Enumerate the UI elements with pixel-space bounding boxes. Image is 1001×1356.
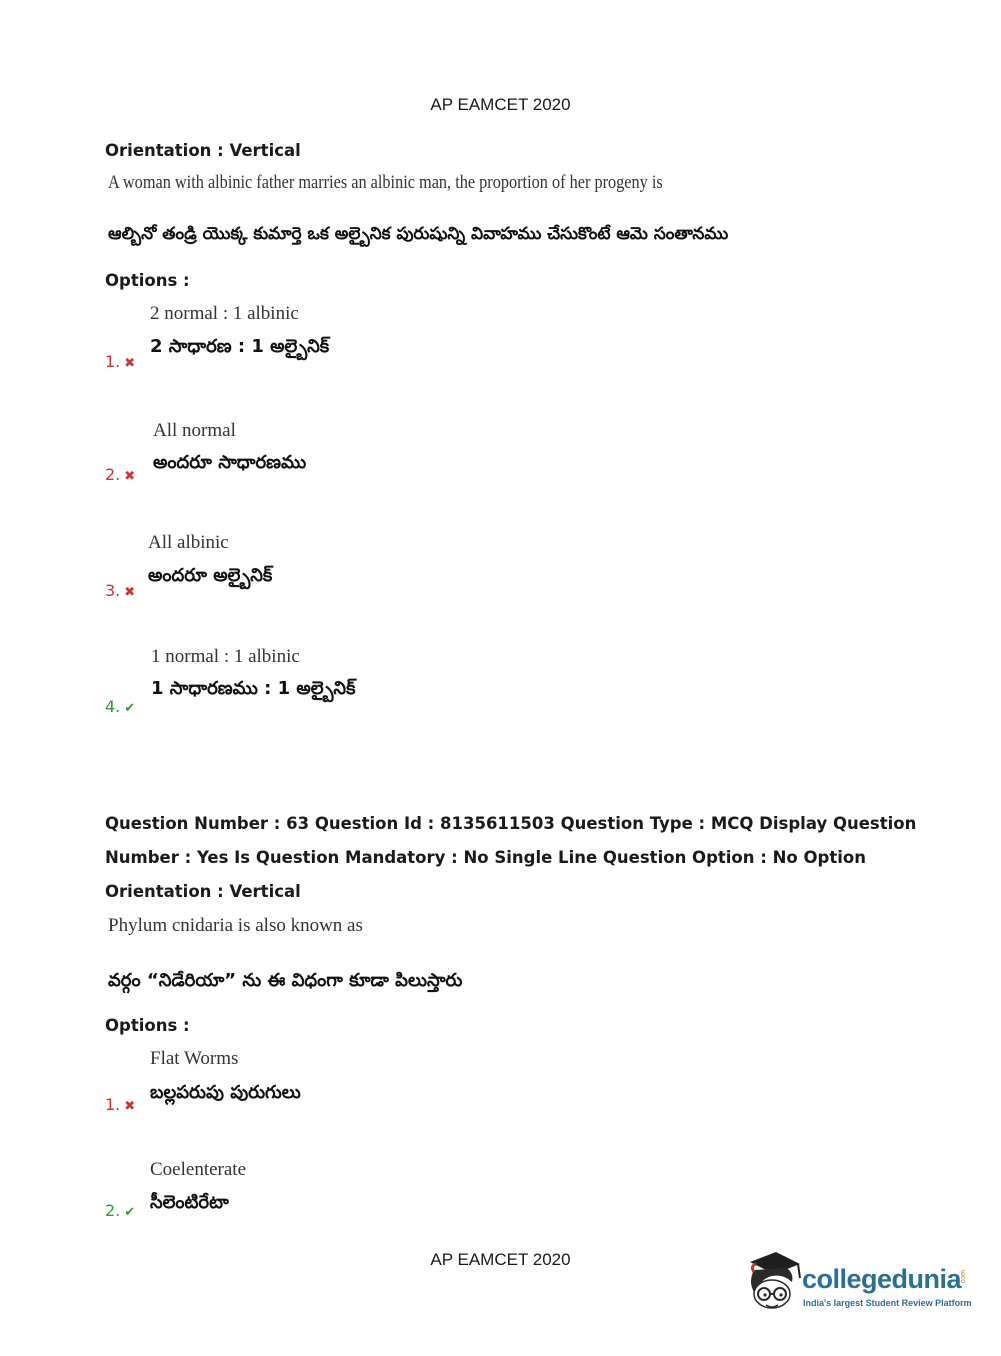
q62-option-3-telugu: అందరూ అల్బైనిక్ [148, 565, 273, 586]
q63-question-english: Phylum cnidaria is also known as [108, 915, 363, 936]
mascot-icon [742, 1248, 804, 1314]
collegedunia-logo [742, 1248, 972, 1318]
cross-icon: ✖ [124, 585, 136, 600]
option-number: 2. [105, 1201, 121, 1220]
cross-icon: ✖ [124, 356, 136, 371]
q62-options-label: Options : [105, 271, 190, 290]
q62-option-4-english: 1 normal : 1 albinic [151, 646, 300, 667]
q62-orientation: Orientation : Vertical [105, 141, 301, 160]
q63-option-1-telugu: బల్లపరుపు పురుగులు [150, 1082, 301, 1103]
option-number: 3. [105, 581, 121, 600]
q62-option-1-english: 2 normal : 1 albinic [150, 303, 299, 324]
cross-icon: ✖ [124, 469, 136, 484]
page-footer: AP EAMCET 2020 [430, 1250, 571, 1269]
q63-question-telugu: వర్గం “నిడేరియా” ను ఈ విధంగా కూడా పిలుస్తారు [108, 970, 463, 991]
check-icon: ✔ [124, 701, 136, 716]
q62-option-3-english: All albinic [148, 532, 229, 553]
q63-option-2-number [105, 1201, 135, 1220]
option-number: 1. [105, 1095, 121, 1114]
page-header: AP EAMCET 2020 [430, 95, 571, 114]
q62-option-1-number [105, 352, 135, 371]
q62-option-4-number [105, 697, 135, 716]
logo-tagline: India's largest Student Review Platform [803, 1298, 972, 1308]
logo-wordmark: collegedunia [802, 1264, 962, 1294]
option-number: 2. [105, 465, 121, 484]
q63-option-1-english: Flat Worms [150, 1048, 239, 1069]
option-number: 4. [105, 697, 121, 716]
q62-option-2-english: All normal [153, 420, 236, 441]
cross-icon: ✖ [124, 1099, 136, 1114]
q62-question-english: A woman with albinic father marries an albinic man, the proportion of her progeny is [108, 173, 663, 193]
q63-orientation: Orientation : Vertical [105, 882, 301, 901]
q62-option-2-number [105, 465, 135, 484]
q62-question-telugu: ఆల్బినో తండ్రి యొక్క కుమార్తె ఒక అల్బైనిక పురుషున్ని వివాహము చేసుకొంటే ఆమె సంతానము [108, 224, 729, 244]
q62-option-1-telugu: 2 సాధారణ : 1 అల్బైనిక్ [150, 336, 330, 357]
option-number: 1. [105, 352, 121, 371]
logo-domain: .com [960, 1270, 967, 1286]
q62-option-4-telugu: 1 సాధారణము : 1 అల్బైనిక్ [151, 678, 356, 699]
q62-option-3-number [105, 581, 135, 600]
q62-option-2-telugu: అందరూ సాధారణము [153, 452, 307, 473]
q63-option-2-telugu: సీలెంటిరేటా [150, 1192, 229, 1213]
q63-options-label: Options : [105, 1016, 190, 1035]
q63-option-2-english: Coelenterate [150, 1159, 247, 1180]
q63-option-1-number [105, 1095, 135, 1114]
q63-meta-line-2: Number : Yes Is Question Mandatory : No Single Line Question Option : No Option [105, 848, 866, 867]
check-icon: ✔ [124, 1205, 136, 1220]
q63-meta-line-1: Question Number : 63 Question Id : 8135611503 Question Type : MCQ Display Question [105, 814, 917, 833]
